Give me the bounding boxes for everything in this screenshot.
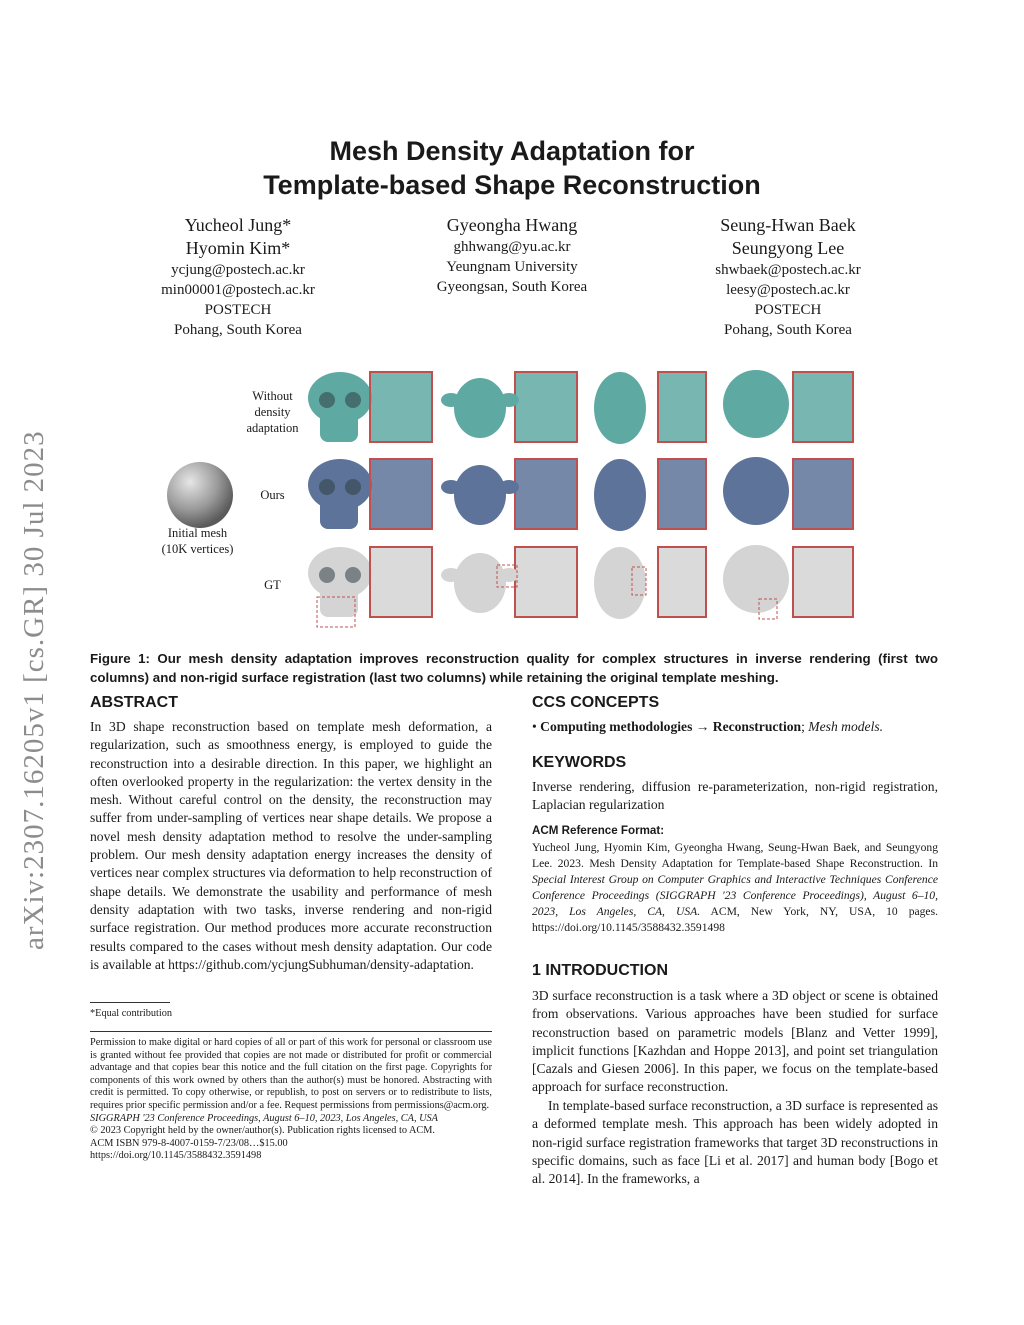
author-email: leesy@postech.ac.kr xyxy=(726,282,850,298)
ccs-concepts xyxy=(532,718,938,736)
head-detail-render xyxy=(793,547,853,617)
author-block-3 xyxy=(668,214,908,340)
monkey-ear-detail-render xyxy=(515,372,577,442)
skull-eye xyxy=(319,392,335,408)
skull-eye xyxy=(345,392,361,408)
footnote-equal-contribution: *Equal contribution xyxy=(90,1008,173,1019)
initial-mesh-count: (10K vertices) xyxy=(161,542,234,556)
permission-block xyxy=(90,1037,492,1163)
acm-ref-heading: ACM Reference Format: xyxy=(532,824,665,837)
face-render xyxy=(594,459,646,531)
intro-paragraph-1: 3D surface reconstruction is a task where a 3D object or scene is obtained from observations. Various approaches have been studied for surface reconstruction based on parametric models [Blanz and Vetter 1999], implicit functions [Kazhdan and Hoppe 2013], and point set triangulation [Cazals and Giesen 2006]. In this paper, we focus on the template-based approach for surface reconstruction. xyxy=(532,988,938,1095)
row-label-gt: GT xyxy=(264,578,281,592)
title-line-2: Template-based Shape Reconstruction xyxy=(263,170,761,200)
initial-mesh-label xyxy=(140,525,255,557)
row-label-without: Without density adaptation xyxy=(246,389,299,435)
skull-eye xyxy=(345,567,361,583)
author-block-1 xyxy=(118,214,358,340)
isbn-line: ACM ISBN 979-8-4007-0159-7/23/08…$15.00 xyxy=(90,1137,288,1149)
skull-detail-render xyxy=(370,459,432,529)
permission-text: Permission to make digital or hard copies of all or part of this work for personal or classroom use is granted without fee provided that copies are not made or distributed for profit or commercial advantage and that copies bear this notice and the full citation on the first page. Copyrights for components of this work owned by others than the author(s) must be honored. Abstracting with credit is permitted. To copy otherwise, or republish, to post on servers or to redistribute to lists, requires prior specific permission and/or a fee. Request permissions from permissions@acm.org. xyxy=(90,1037,492,1111)
author-location: Gyeongsan, South Korea xyxy=(436,279,588,295)
initial-mesh-text: Initial mesh xyxy=(167,526,228,540)
figure-caption: Figure 1: Our mesh density adaptation improves reconstruction quality for complex structures in inverse rendering (first two columns) and non-rigid surface registration (last two columns) while retaining the original template meshing. xyxy=(90,651,938,685)
head-render xyxy=(723,457,789,525)
monkey-ear xyxy=(499,568,519,582)
face-detail-render xyxy=(658,372,706,442)
monkey-ear-detail-render xyxy=(515,459,577,529)
face-render xyxy=(594,372,646,444)
monkey-ear xyxy=(499,480,519,494)
keywords-heading: KEYWORDS xyxy=(532,754,627,771)
paper-title xyxy=(0,134,1024,202)
monkey-ear xyxy=(499,393,519,407)
author-affiliation: POSTECH xyxy=(204,302,272,318)
author-location: Pohang, South Korea xyxy=(724,322,852,338)
ccs-term-2: Reconstruction xyxy=(712,719,802,734)
figure-renderings xyxy=(300,360,940,635)
acm-ref-part-1: Yucheol Jung, Hyomin Kim, Gyeongha Hwang, Seung-Hwan Baek, and Seungyong Lee. 2023. Mesh Density Adaptation for Template-based Shape Reconstruction. In xyxy=(532,841,938,870)
intro-paragraph-2: In template-based surface reconstruction, a 3D surface is represented as a deformed template mesh. This approach has been widely adopted in non-rigid surface registration frameworks that target 3D reconstructions in specific domains, such as face [Li et al. 2017] and human body [Bogo et al. 2014]. In the frameworks, a xyxy=(532,1098,938,1187)
keywords-text: Inverse rendering, diffusion re-parameterization, non-rigid registration, Laplacian regularization xyxy=(532,779,938,813)
row-label-ours: Ours xyxy=(260,488,285,502)
initial-mesh-sphere xyxy=(160,455,240,535)
skull-eye xyxy=(319,479,335,495)
face-detail-render xyxy=(658,547,706,617)
acm-ref-text xyxy=(532,840,938,936)
ccs-heading: CCS CONCEPTS xyxy=(532,694,660,711)
monkey-render xyxy=(454,553,506,613)
footnote-rule xyxy=(90,1002,170,1003)
author-name: Gyeongha Hwang xyxy=(446,215,578,235)
author-location: Pohang, South Korea xyxy=(174,322,302,338)
author-name: Hyomin Kim* xyxy=(185,238,291,258)
copyright-line: © 2023 Copyright held by the owner/author(s). Publication rights licensed to ACM. xyxy=(90,1125,436,1137)
skull-jaw xyxy=(320,585,358,617)
monkey-ear xyxy=(441,568,461,582)
monkey-ear xyxy=(441,393,461,407)
arxiv-sidebar-id: arXiv:2307.16205v1 [cs.GR] 30 Jul 2023 xyxy=(18,430,50,950)
author-affiliation: Yeungnam University xyxy=(446,259,578,275)
figure-1 xyxy=(90,360,940,635)
head-render xyxy=(723,370,789,438)
abstract-heading: ABSTRACT xyxy=(90,694,178,711)
monkey-render xyxy=(454,465,506,525)
ccs-bullet: • xyxy=(532,719,541,734)
skull-eye xyxy=(345,479,361,495)
intro-heading: 1 INTRODUCTION xyxy=(532,962,668,979)
author-name: Seung-Hwan Baek xyxy=(720,215,856,235)
figure-row-without xyxy=(308,370,853,444)
title-line-1: Mesh Density Adaptation for xyxy=(329,136,695,166)
head-detail-render xyxy=(793,459,853,529)
ccs-term-3: Mesh models. xyxy=(808,719,884,734)
venue-line: SIGGRAPH '23 Conference Proceedings, August 6–10, 2023, Los Angeles, CA, USA xyxy=(90,1112,438,1124)
acm-ref-part-2: Special Interest Group on Computer Graphics and Interactive Techniques Conference Conference Proceedings (SIGGRAPH '23 Conference Proceedings), August 6–10, 2023, Los Angeles, CA, USA. xyxy=(532,873,938,918)
face-render xyxy=(594,547,646,619)
author-name: Yucheol Jung* xyxy=(184,215,292,235)
monkey-ear-detail-render xyxy=(515,547,577,617)
monkey-ear xyxy=(441,480,461,494)
ccs-arrow: → xyxy=(692,719,713,734)
skull-jaw xyxy=(320,410,358,442)
figure-row-gt xyxy=(308,545,853,627)
doi-line: https://doi.org/10.1145/3588432.3591498 xyxy=(90,1150,262,1162)
author-block-2 xyxy=(392,214,632,297)
author-email: min00001@postech.ac.kr xyxy=(161,282,315,298)
face-detail-render xyxy=(658,459,706,529)
author-email: ghhwang@yu.ac.kr xyxy=(453,239,571,255)
skull-detail-render xyxy=(370,372,432,442)
author-email: shwbaek@postech.ac.kr xyxy=(715,262,861,278)
skull-eye xyxy=(319,567,335,583)
author-name: Seungyong Lee xyxy=(731,238,845,258)
author-affiliation: POSTECH xyxy=(754,302,822,318)
skull-jaw xyxy=(320,497,358,529)
figure-row-ours xyxy=(308,457,853,531)
skull-detail-render xyxy=(370,547,432,617)
monkey-render xyxy=(454,378,506,438)
acm-ref-part-3: ACM, New York, NY, USA, 10 pages. https://doi.org/10.1145/3588432.3591498 xyxy=(532,905,938,934)
abstract-text: In 3D shape reconstruction based on template mesh deformation, a regularization, such as smoothness energy, is employed to guide the reconstruction into a desirable direction. In this paper, we highlight an often overlooked property in the regularization: the vertex density in the mesh. Without careful control on the density, the reconstruction may suffer from under-sampling of vertices near shape details. We propose a novel mesh density adaptation method to resolve the under-sampling problem. Our mesh density adaptation energy increases the density of vertices near complex structures via deformation to help reconstruction of shape details. We demonstrate the usability and performance of mesh density adaptation with two tasks, inverse rendering and non-rigid surface registration. Our method produces more accurate reconstruction results compared to the cases without mesh density adaptation. Our code is available at https://github.com/ycjungSubhuman/density-adaptation. xyxy=(90,719,493,972)
head-render xyxy=(723,545,789,613)
author-email: ycjung@postech.ac.kr xyxy=(171,262,305,278)
ccs-term-1: Computing methodologies xyxy=(540,719,693,734)
head-detail-render xyxy=(793,372,853,442)
ccs-sep: ; xyxy=(801,719,809,734)
permission-rule xyxy=(90,1031,492,1032)
